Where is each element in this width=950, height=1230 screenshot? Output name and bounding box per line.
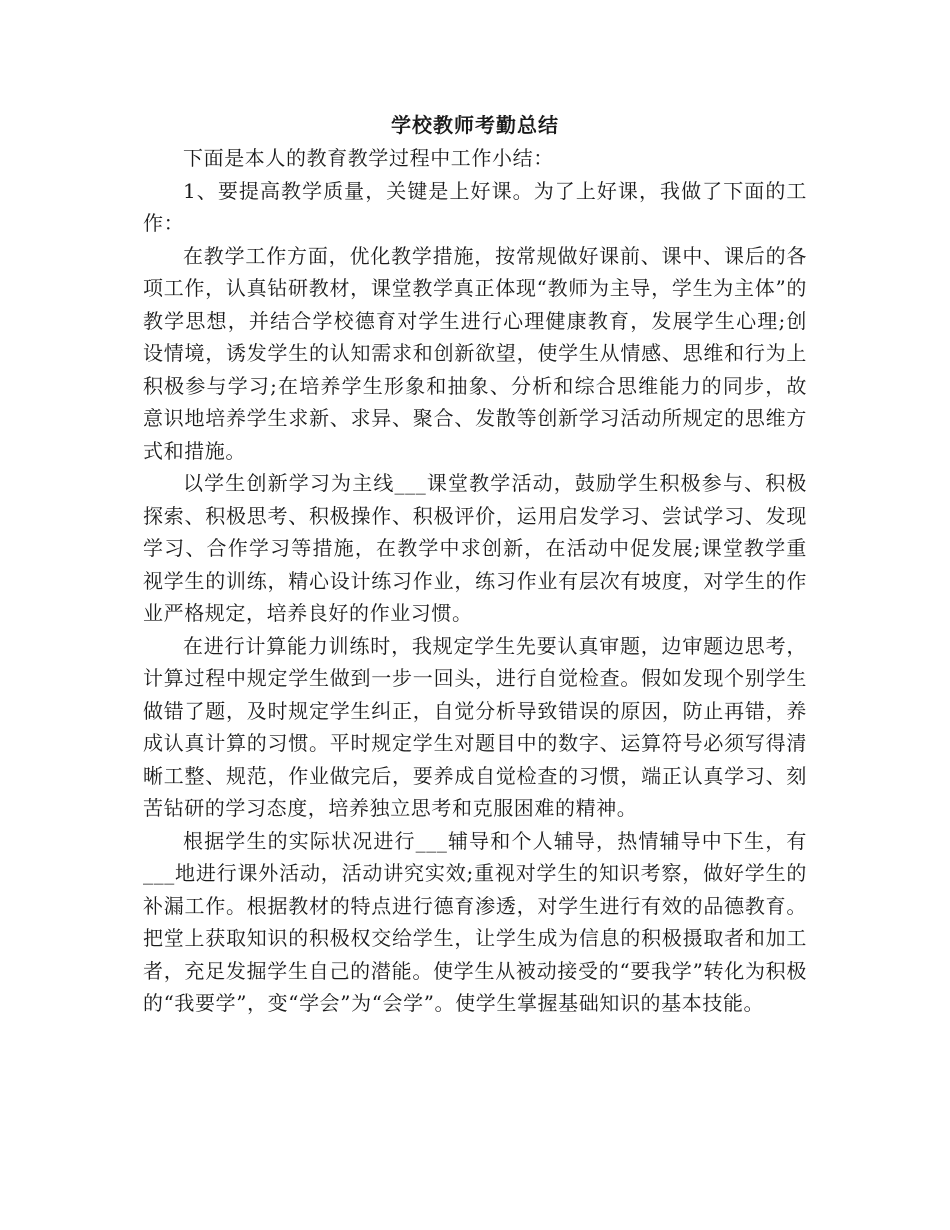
paragraph-calculation-training: 在进行计算能力训练时，我规定学生先要认真审题，边审题边思考，计算过程中规定学生做到一步一回头，进行自觉检查。假如发现个别学生做错了题，及时规定学生纠正，自觉分析导致错误的原因，防止再错，养成认真计算的习惯。平时规定学生对题目中的数字、运算符号必须写得清晰工整、规范，作业做完后，要养成自觉检查的习惯，端正认真学习、刻苦钻研的学习态度，培养独立思考和克服困难的精神。 xyxy=(143,633,807,820)
paragraph-intro: 下面是本人的教育教学过程中工作小结： xyxy=(183,146,554,170)
paragraph-teaching-work: 在教学工作方面，优化教学措施，按常规做好课前、课中、课后的各项工作，认真钻研教材，课堂教学真正体现“教师为主导，学生为主体”的教学思想，并结合学校德育对学生进行心理健康教育，发展学生心理;创设情境，诱发学生的认知需求和创新欲望，使学生从情感、思维和行为上积极参与学习;在培养学生形象和抽象、分析和综合思维能力的同步，故意识地培养学生求新、求异、聚合、发散等创新学习活动所规定的思维方式和措施。 xyxy=(143,243,807,463)
document-title: 学校教师考勤总结 xyxy=(391,113,559,137)
paragraph-point-1: 1、要提高教学质量，关键是上好课。为了上好课，我做了下面的工作： xyxy=(143,178,807,235)
document-body xyxy=(143,108,807,1020)
paragraph-innovative-learning: 以学生创新学习为主线___课堂教学活动，鼓励学生积极参与、积极探索、积极思考、积极操作、积极评价，运用启发学习、尝试学习、发现学习、合作学习等措施，在教学中求创新，在活动中促发展;课堂教学重视学生的训练，精心设计练习作业，练习作业有层次有坡度，对学生的作业严格规定，培养良好的作业习惯。 xyxy=(143,471,807,625)
paragraph-tutoring: 根据学生的实际状况进行___辅导和个人辅导，热情辅导中下生，有___地进行课外活动，活动讲究实效;重视对学生的知识考察，做好学生的补漏工作。根据教材的特点进行德育渗透，对学生进行有效的品德教育。把堂上获取知识的积极权交给学生，让学生成为信息的积极摄取者和加工者，充足发掘学生自己的潜能。使学生从被动接受的“要我学”转化为积极的“我要学”，变“学会”为“会学”。使学生掌握基础知识的基本技能。 xyxy=(143,828,807,1015)
